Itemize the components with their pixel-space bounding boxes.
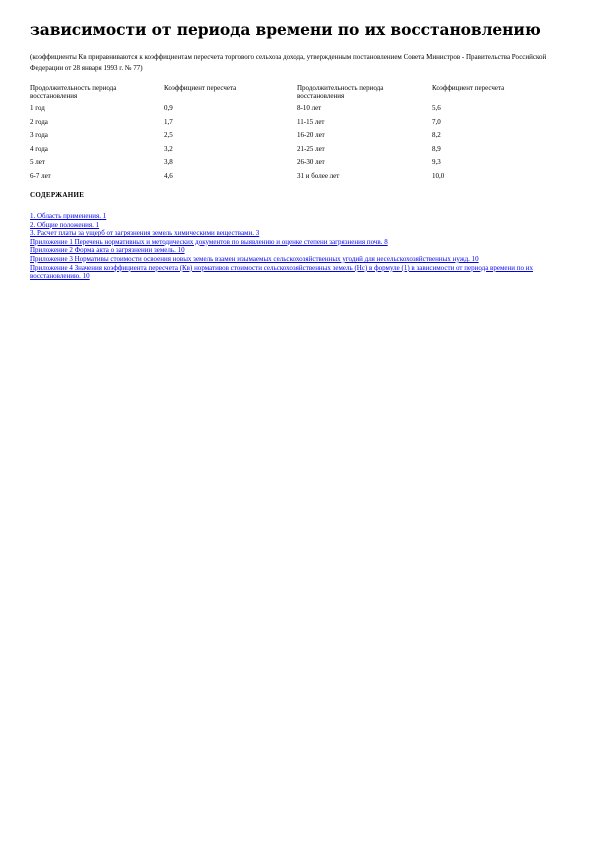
cell-coefficient-1: 2,5 — [164, 131, 173, 139]
cell-coefficient-1: 3,8 — [164, 158, 173, 166]
toc-link[interactable]: 2. Общие положения. 1 — [30, 220, 100, 229]
table-row — [30, 118, 552, 132]
table-row — [30, 104, 552, 118]
header-period-2: Продолжительность периода восстановления — [297, 84, 384, 100]
cell-coefficient-1: 3,2 — [164, 144, 173, 153]
toc-link[interactable]: Приложение 1 Перечень нормативных и методических документов по выявлению и оценке степени загрязнения почв. 8 — [30, 237, 388, 246]
coefficient-note: (коэффициенты Кв приравниваются к коэффициентам пересчета торгового сельхоза дохода, утвержденным постановлением Совета Министров - Правительства Российской Федерации от 28 января 1993 г. № 77) — [30, 53, 547, 72]
table-row — [30, 172, 552, 186]
page-title: зависимости от периода времени по их восстановлению — [30, 20, 541, 39]
table-row — [30, 145, 552, 159]
cell-coefficient-1: 1,7 — [164, 117, 173, 126]
toc-link[interactable]: 1. Область применения. 1 — [30, 212, 107, 220]
cell-coefficient-2: 7,0 — [432, 117, 441, 126]
coefficient-table — [30, 84, 552, 185]
toc-link[interactable]: Приложение 2 Форма акта о загрязнении земель. 10 — [30, 246, 185, 255]
table-header-row — [30, 84, 552, 104]
cell-period-1: 6-7 лет — [30, 171, 51, 180]
cell-period-1: 1 год — [30, 104, 45, 112]
cell-coefficient-2: 9,3 — [432, 158, 441, 166]
coefficient-table-body — [30, 84, 552, 185]
cell-period-1: 4 года — [30, 144, 48, 153]
cell-period-2: 21-25 лет — [297, 144, 325, 153]
toc-link[interactable]: 3. Расчет платы за ущерб от загрязнения земель химическими веществами. 3 — [30, 229, 260, 238]
cell-period-2: 16-20 лет — [297, 131, 325, 139]
cell-coefficient-2: 8,9 — [432, 144, 441, 153]
toc-link[interactable]: Приложение 4 Значения коэффициента пересчета (Кв) нормативов стоимости сельскохозяйственных земель (Нс) в формуле (1) в зависимости от периода времени по их восстановлению. 10 — [30, 263, 533, 281]
header-coefficient-1: Коэффициент пересчета — [164, 84, 237, 92]
table-row — [30, 131, 552, 145]
cell-period-1: 2 года — [30, 117, 48, 126]
table-row — [30, 158, 552, 172]
cell-coefficient-2: 8,2 — [432, 131, 441, 139]
cell-period-2: 31 и более лет — [297, 171, 340, 180]
toc-title: СОДЕРЖАНИЕ — [30, 191, 85, 199]
cell-period-1: 3 года — [30, 131, 48, 139]
toc-link[interactable]: Приложение 3 Нормативы стоимости освоения новых земель взамен изымаемых сельскохозяйственных угодий для несельскохозяйственных нужд. 10 — [30, 254, 479, 263]
header-coefficient-2: Коэффициент пересчета — [432, 84, 505, 92]
cell-period-2: 8-10 лет — [297, 104, 322, 112]
header-period-1: Продолжительность периода восстановления — [30, 84, 117, 100]
cell-coefficient-2: 5,6 — [432, 104, 441, 112]
cell-coefficient-2: 10,0 — [432, 171, 445, 180]
cell-coefficient-1: 4,6 — [164, 171, 173, 180]
cell-period-2: 26-30 лет — [297, 158, 325, 166]
cell-coefficient-1: 0,9 — [164, 104, 173, 112]
cell-period-1: 5 лет — [30, 158, 45, 166]
cell-period-2: 11-15 лет — [297, 117, 325, 126]
toc-list — [30, 212, 558, 281]
